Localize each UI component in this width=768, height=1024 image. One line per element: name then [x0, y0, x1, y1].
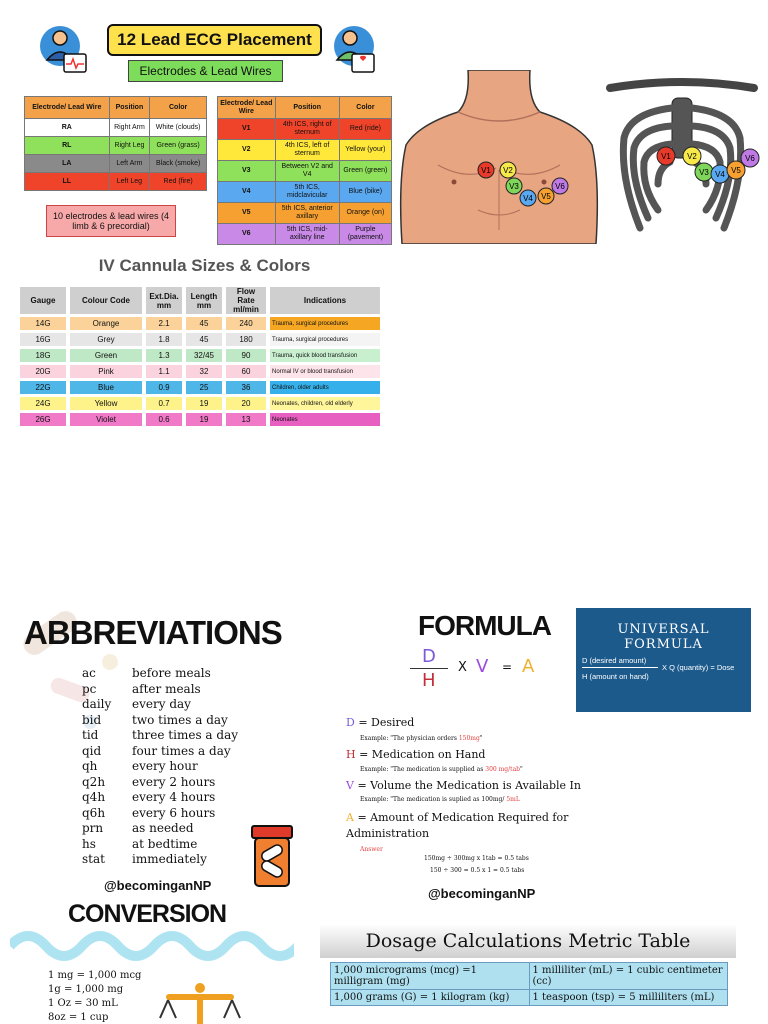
iv-cell-length: 32/45	[186, 349, 222, 362]
abbreviation-item	[82, 790, 216, 804]
calc-line-1: 150mg ÷ 300mg x 1tab = 0.5 tabs	[424, 855, 529, 862]
abbreviation-code: qh	[82, 759, 98, 773]
iv-cell-flow: 13	[226, 413, 266, 426]
abbreviation-code: qid	[82, 743, 102, 758]
iv-cell-color: Blue	[70, 381, 142, 394]
conversion-item: 1 mg = 1,000 mcg	[48, 970, 142, 981]
metric-table	[330, 962, 728, 1006]
formula-title: FORMULA	[418, 610, 551, 641]
universal-fraction-bar	[582, 667, 658, 668]
ecg-cell-position: 5th ICS, anterior axillary	[275, 203, 339, 224]
ecg-cell-color: Red (ride)	[339, 119, 391, 140]
iv-cell-flow: 36	[226, 381, 266, 394]
iv-cell-gauge: 22G	[20, 381, 66, 394]
iv-row	[20, 333, 380, 346]
ecg-cell-color: Purple (pavement)	[339, 224, 391, 245]
iv-col-header: Indications	[270, 287, 380, 314]
abbreviation-meaning: every day	[132, 697, 191, 711]
abbreviation-item	[82, 836, 198, 851]
desired-line: D = Desired	[346, 716, 415, 729]
ecg-row	[25, 119, 207, 137]
abbreviation-code: stat	[82, 852, 105, 866]
ecg-row	[218, 140, 392, 161]
iv-cell-flow: 180	[226, 333, 266, 346]
iv-cell-dia: 1.3	[146, 349, 182, 362]
ecg-col-header: Position	[275, 97, 339, 119]
iv-cell-color: Violet	[70, 413, 142, 426]
iv-cell-flow: 60	[226, 365, 266, 378]
iv-col-header: Length mm	[186, 287, 222, 314]
iv-cell-indication: Neonates, children, old elderly	[270, 397, 380, 410]
ecg-cell-color: Blue (bike)	[339, 182, 391, 203]
formula-a: A	[522, 656, 535, 677]
torso-electrode-label: V3	[509, 182, 519, 191]
iv-cell-gauge: 24G	[20, 397, 66, 410]
metric-title: Dosage Calculations Metric Table	[320, 924, 736, 958]
abbreviation-item	[82, 852, 207, 866]
metric-row	[331, 963, 728, 990]
iv-cell-indication: Trauma, quick blood transfusion	[270, 349, 380, 362]
ecg-row	[25, 155, 207, 173]
rib-electrode-label: V2	[687, 152, 697, 161]
universal-rest: X Q (quantity) = Dose	[662, 663, 735, 672]
abbreviation-meaning: three times a day	[132, 728, 239, 742]
ecg-cell-lead: LL	[25, 173, 110, 191]
abbreviation-code: hs	[82, 836, 96, 851]
rib-electrode-label: V6	[745, 154, 755, 163]
iv-cell-dia: 1.1	[146, 365, 182, 378]
iv-cell-length: 45	[186, 333, 222, 346]
ecg-cell-position: 5th ICS, midclavicular	[275, 182, 339, 203]
iv-cell-indication: Neonates	[270, 413, 380, 426]
ribcage-electrode-diagram	[600, 78, 764, 246]
abbreviation-item	[82, 805, 216, 820]
abbreviations-title: ABBREVIATIONS	[24, 614, 282, 651]
answer-label: Answer	[360, 846, 383, 853]
ecg-col-header: Color	[339, 97, 391, 119]
iv-cell-gauge: 26G	[20, 413, 66, 426]
ecg-cell-lead: V2	[218, 140, 276, 161]
desired-example: Example: "The physician orders 150mg"	[360, 735, 483, 742]
ecg-cell-color: Yellow (your)	[339, 140, 391, 161]
ecg-col-header: Electrode/ Lead Wire	[25, 97, 110, 119]
torso-electrode-label: V1	[481, 166, 491, 175]
iv-cannula-table	[16, 284, 384, 429]
iv-cell-gauge: 18G	[20, 349, 66, 362]
iv-cell-color: Green	[70, 349, 142, 362]
iv-cell-gauge: 20G	[20, 365, 66, 378]
iv-row	[20, 349, 380, 362]
abbreviation-item	[82, 666, 211, 680]
pill-bottle-icon	[246, 824, 298, 890]
metric-table-panel	[320, 924, 736, 1024]
wave-decoration	[10, 924, 294, 968]
formula-equals: =	[502, 660, 513, 674]
ecg-row	[218, 119, 392, 140]
abbreviation-item	[82, 759, 198, 773]
ecg-cell-lead: V4	[218, 182, 276, 203]
abbreviation-meaning: before meals	[132, 666, 211, 680]
abbreviation-meaning: at bedtime	[132, 836, 198, 851]
torso-electrode-label: V2	[503, 166, 513, 175]
abbreviation-meaning: two times a day	[132, 712, 228, 727]
iv-cell-length: 45	[186, 317, 222, 330]
rib-electrode-label: V3	[699, 168, 709, 177]
ecg-cell-position: Between V2 and V4	[275, 161, 339, 182]
metric-cell: 1,000 micrograms (mcg) =1 milligram (mg)	[331, 963, 530, 990]
ecg-cell-position: Left Arm	[109, 155, 150, 173]
abbreviation-meaning: every hour	[132, 759, 198, 773]
torso-electrode-label: V5	[541, 192, 551, 201]
abbreviations-handle: @becominganNP	[104, 878, 212, 893]
torso-electrode-diagram	[398, 70, 600, 244]
iv-col-header: Colour Code	[70, 287, 142, 314]
abbreviation-item	[82, 821, 194, 835]
ecg-row	[25, 137, 207, 155]
iv-title: IV Cannula Sizes & Colors	[98, 256, 311, 275]
iv-row	[20, 317, 380, 330]
ecg-cell-position: 4th ICS, left of sternum	[275, 140, 339, 161]
ecg-row	[218, 224, 392, 245]
calc-line-2: 150 ÷ 300 = 0.5 x 1 = 0.5 tabs	[430, 867, 525, 874]
ecg-cell-position: Right Arm	[109, 119, 150, 137]
ecg-cell-color: Black (smoke)	[150, 155, 207, 173]
conversion-title: CONVERSION	[68, 900, 227, 928]
conversion-panel	[10, 898, 294, 1024]
abbreviations-panel	[10, 602, 306, 896]
iv-cell-indication: Normal IV or blood transfusion	[270, 365, 380, 378]
electrode-count-note: 10 electrodes & lead wires (4 limb & 6 precordial)	[46, 205, 176, 237]
ecg-cell-position: 5th ICS, mid-axillary line	[275, 224, 339, 245]
iv-cell-dia: 2.1	[146, 317, 182, 330]
ecg-cell-lead: V3	[218, 161, 276, 182]
abbreviation-item	[82, 697, 191, 711]
ecg-cell-lead: RL	[25, 137, 110, 155]
conversion-item: 8oz = 1 cup	[48, 1012, 109, 1023]
abbreviation-meaning: immediately	[132, 852, 207, 866]
ecg-cell-color: White (clouds)	[150, 119, 207, 137]
iv-cell-indication: Trauma, surgical procedures	[270, 317, 380, 330]
iv-col-header: Gauge	[20, 287, 66, 314]
abbreviation-meaning: every 2 hours	[132, 774, 216, 789]
universal-numerator: D (desired amount)	[582, 656, 647, 665]
abbreviation-code: q2h	[82, 774, 106, 789]
iv-cell-length: 19	[186, 413, 222, 426]
iv-cell-gauge: 16G	[20, 333, 66, 346]
formula-times: X	[458, 660, 467, 675]
iv-row	[20, 365, 380, 378]
iv-cell-flow: 240	[226, 317, 266, 330]
volume-example: Example: "The medication is suplied as 100mg/ 5mL	[360, 796, 520, 803]
ecg-col-header: Electrode/ Lead Wire	[218, 97, 276, 119]
abbreviation-code: daily	[82, 697, 112, 711]
metric-row	[331, 990, 728, 1006]
ecg-col-header: Color	[150, 97, 207, 119]
abbreviation-item	[82, 712, 228, 727]
volume-line: V = Volume the Medication is Available In	[346, 779, 581, 792]
ecg-cell-position: 4th ICS, right of sternum	[275, 119, 339, 140]
abbreviation-meaning: after meals	[132, 681, 201, 696]
iv-cell-gauge: 14G	[20, 317, 66, 330]
ecg-row	[218, 203, 392, 224]
ecg-cell-lead: V1	[218, 119, 276, 140]
metric-cell: 1 teaspoon (tsp) = 5 milliliters (mL)	[529, 990, 728, 1006]
abbreviation-meaning: every 4 hours	[132, 790, 216, 804]
conversion-item: 1 Oz = 30 mL	[48, 998, 118, 1009]
doctor-monitor-icon	[38, 24, 88, 76]
iv-cannula-panel	[12, 252, 397, 432]
abbreviation-meaning: every 6 hours	[132, 805, 216, 820]
ecg-cell-lead: LA	[25, 155, 110, 173]
hand-example: Example: "The medication is supplied as 300 mg/tab"	[360, 766, 523, 773]
universal-formula-title: UNIVERSAL FORMULA	[617, 622, 710, 652]
iv-cell-dia: 0.6	[146, 413, 182, 426]
torso-electrode-label: V4	[523, 194, 533, 203]
ecg-row	[25, 173, 207, 191]
ecg-row	[218, 182, 392, 203]
iv-cell-length: 19	[186, 397, 222, 410]
conversion-item: 1g = 1,000 mg	[48, 984, 124, 995]
iv-cell-flow: 20	[226, 397, 266, 410]
iv-row	[20, 397, 380, 410]
ecg-row	[218, 161, 392, 182]
ecg-title: 12 Lead ECG Placement	[107, 24, 322, 56]
rib-electrode-label: V1	[661, 152, 671, 161]
abbreviation-code: q6h	[82, 805, 106, 820]
rib-electrode-label: V4	[715, 170, 725, 179]
abbreviation-code: tid	[82, 728, 99, 742]
abbreviation-item	[82, 681, 201, 696]
iv-col-header: Ext.Dia. mm	[146, 287, 182, 314]
iv-cell-dia: 0.7	[146, 397, 182, 410]
amount-line-2: Administration	[346, 827, 430, 840]
metric-cell: 1 milliliter (mL) = 1 cubic centimeter (cc)	[529, 963, 728, 990]
ecg-cell-position: Left Leg	[109, 173, 150, 191]
limb-lead-table	[24, 96, 207, 191]
ecg-cell-color: Green (green)	[339, 161, 391, 182]
abbreviation-meaning: as needed	[132, 821, 194, 835]
iv-row	[20, 381, 380, 394]
abbreviation-code: ac	[82, 666, 96, 680]
ecg-cell-color: Red (fire)	[150, 173, 207, 191]
iv-cell-indication: Trauma, surgical procedures	[270, 333, 380, 346]
formula-v: V	[476, 656, 489, 677]
formula-handle: @becominganNP	[428, 886, 536, 901]
amount-line: A = Amount of Medication Required for	[346, 811, 569, 824]
abbreviation-code: prn	[82, 821, 104, 835]
ecg-col-header: Position	[109, 97, 150, 119]
formula-d: D	[422, 646, 436, 667]
formula-panel	[338, 604, 758, 904]
torso-electrode-label: V6	[555, 182, 565, 191]
iv-cell-color: Orange	[70, 317, 142, 330]
iv-cell-flow: 90	[226, 349, 266, 362]
ecg-cell-color: Green (grass)	[150, 137, 207, 155]
scale-icon	[158, 982, 242, 1024]
chest-lead-table	[217, 96, 392, 245]
iv-cell-color: Pink	[70, 365, 142, 378]
ecg-cell-position: Right Leg	[109, 137, 150, 155]
universal-formula-box	[576, 608, 751, 712]
iv-cell-dia: 0.9	[146, 381, 182, 394]
iv-cell-color: Yellow	[70, 397, 142, 410]
abbreviation-item	[82, 774, 216, 789]
iv-row	[20, 413, 380, 426]
iv-cell-indication: Children, older adults	[270, 381, 380, 394]
abbreviation-code: pc	[82, 681, 97, 696]
abbreviation-meaning: four times a day	[132, 743, 231, 758]
ecg-cell-color: Orange (on)	[339, 203, 391, 224]
abbreviation-code: q4h	[82, 790, 106, 804]
metric-cell: 1,000 grams (G) = 1 kilogram (kg)	[331, 990, 530, 1006]
fraction-bar	[410, 668, 448, 669]
ecg-cell-lead: RA	[25, 119, 110, 137]
doctor-monitor-icon-right	[328, 24, 378, 76]
iv-cell-length: 32	[186, 365, 222, 378]
abbreviation-code: bid	[82, 712, 102, 727]
iv-cell-color: Grey	[70, 333, 142, 346]
iv-cell-length: 25	[186, 381, 222, 394]
universal-denominator: H (amount on hand)	[582, 672, 649, 681]
rib-electrode-label: V5	[731, 166, 741, 175]
iv-col-header: Flow Rate ml/min	[226, 287, 266, 314]
ecg-subtitle: Electrodes & Lead Wires	[128, 60, 283, 82]
abbreviation-item	[82, 743, 231, 758]
ecg-cell-lead: V6	[218, 224, 276, 245]
formula-h: H	[422, 670, 436, 691]
ecg-cell-lead: V5	[218, 203, 276, 224]
hand-line: H = Medication on Hand	[346, 748, 486, 761]
iv-cell-dia: 1.8	[146, 333, 182, 346]
abbreviation-item	[82, 728, 239, 742]
ecg-placement-panel	[12, 14, 404, 248]
